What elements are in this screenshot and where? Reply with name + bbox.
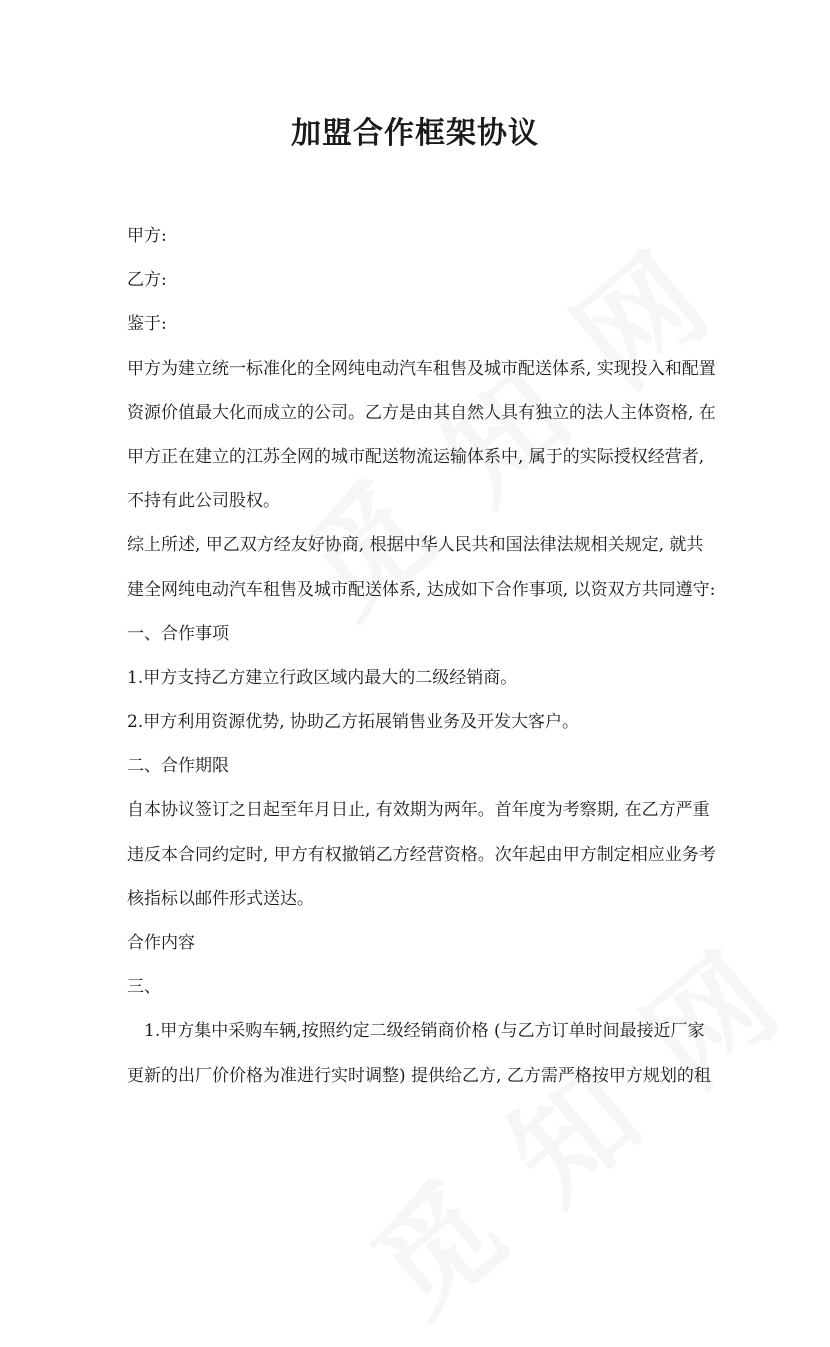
document-body (127, 214, 717, 1098)
paragraph-line: 综上所述, 甲乙双方经友好协商, 根据中华人民共和国法律法规相关规定, 就共 (127, 535, 704, 556)
list-item: 1.甲方支持乙方建立行政区域内最大的二级经销商。 (127, 667, 518, 688)
whereas-label: 鉴于: (127, 314, 167, 335)
section-heading: 一、合作事项 (127, 623, 229, 644)
paragraph-line: 甲方为建立统一标准化的全网纯电动汽车租售及城市配送体系, 实现投入和配置 (127, 358, 716, 379)
paragraph-line: 甲方正在建立的江苏全网的城市配送物流运输体系中, 属于的实际授权经营者, (127, 446, 705, 467)
paragraph-line: 自本协议签订之日起至年月日止, 有效期为两年。首年度为考察期, 在乙方严重 (127, 800, 710, 821)
party-b-label: 乙方: (127, 270, 167, 291)
paragraph-line: 更新的出厂价价格为准进行实时调整) 提供给乙方, 乙方需严格按甲方规划的租 (127, 1065, 711, 1086)
document-title: 加盟合作框架协议 (291, 116, 539, 151)
section-heading: 二、合作期限 (127, 756, 229, 777)
section-heading: 三、 (127, 977, 161, 998)
paragraph-line: 违反本合同约定时, 甲方有权撤销乙方经营资格。次年起由甲方制定相应业务考 (127, 844, 716, 865)
party-a-label: 甲方: (127, 226, 167, 246)
paragraph-line: 建全网纯电动汽车租售及城市配送体系, 达成如下合作事项, 以资双方共同遵守: (127, 579, 716, 600)
section-heading: 合作内容 (127, 933, 195, 953)
paragraph-line: 不持有此公司股权。 (127, 491, 280, 512)
list-item: 1.甲方集中采购车辆,按照约定二级经销商价格 (与乙方订单时间最接近厂家 (144, 1021, 705, 1042)
list-item: 2.甲方利用资源优势, 协助乙方拓展销售业务及开发大客户。 (127, 712, 580, 733)
paragraph-line: 资源价值最大化而成立的公司。乙方是由其自然人具有独立的法人主体资格, 在 (127, 402, 716, 423)
paragraph-line: 核指标以邮件形式送达。 (127, 888, 314, 909)
